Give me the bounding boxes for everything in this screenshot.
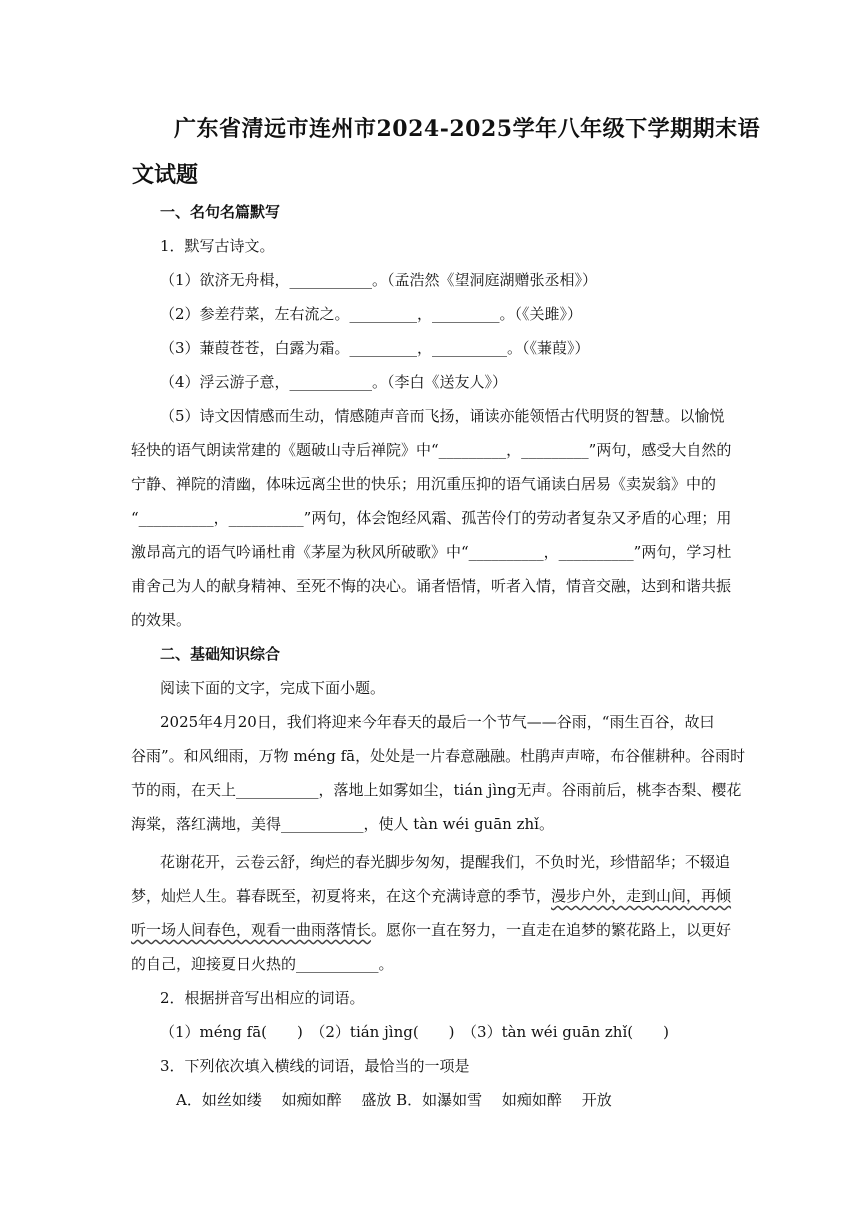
passage-line: 谷雨”。和风细雨，万物 méng fā，处处是一片春意融融。杜鹃声声啼，布谷催耕种。谷雨时 xyxy=(131,747,746,765)
question-3-stem: 3．下列依次填入横线的词语，最恰当的一项是 xyxy=(160,1057,470,1075)
passage-text: 。愿你一直在努力，一直走在追梦的繁花路上，以更好 xyxy=(371,921,732,939)
passage-line xyxy=(131,886,731,906)
passage-line: 节的雨，在天上___________，落地上如雾如尘，tián jìng无声。谷雨前后，桃李杏梨、樱花 xyxy=(131,781,742,799)
question-1-item-5-line: 激昂高亢的语气吟诵杜甫《茅屋为秋风所破歌》中“__________，__________”两句，学习杜 xyxy=(131,543,732,561)
document-title-line-2: 文试题 xyxy=(132,162,199,188)
question-1-item-5-line: 甫舍己为人的献身精神、至死不悔的决心。诵者悟情，听者入情，情音交融，达到和谐共振 xyxy=(131,577,732,595)
section-2-heading: 二、基础知识综合 xyxy=(160,645,281,663)
reading-instruction: 阅读下面的文字，完成下面小题。 xyxy=(160,679,386,697)
underlined-sentence: 听一场人间春色，观看一曲雨落情长 xyxy=(131,921,372,939)
passage-line: 海棠，落红满地，美得___________，使人 tàn wéi guān zhǐ。 xyxy=(131,815,554,833)
passage-line: 花谢花开，云卷云舒，绚烂的春光脚步匆匆，提醒我们，不负时光，珍惜韶华；不辍追 xyxy=(160,853,731,871)
section-1-heading: 一、名句名篇默写 xyxy=(160,203,281,221)
question-2-items: （1）méng fā( ) （2）tián jìng( ) （3）tàn wéi guān zhǐ( ) xyxy=(160,1023,669,1041)
passage-line: 的自己，迎接夏日火热的___________。 xyxy=(131,955,394,973)
question-3-options: A．如丝如缕 如痴如醉 盛放 B．如瀑如雪 如痴如醉 开放 xyxy=(176,1091,612,1109)
question-1-item-1: （1）欲济无舟楫，___________。（孟浩然《望洞庭湖赠张丞相》） xyxy=(160,271,598,289)
underlined-sentence: 漫步户外，走到山间，再倾 xyxy=(551,887,732,905)
question-1-stem: 1．默写古诗文。 xyxy=(160,237,275,255)
question-1-item-5-line: 的效果。 xyxy=(131,611,192,629)
passage-line: 2025年4月20日，我们将迎来今年春天的最后一个节气——谷雨，“雨生百谷，故曰 xyxy=(160,713,715,731)
question-1-item-5-line: “__________，__________”两句，体会饱经风霜、孤苦伶仃的劳动者复杂又矛盾的心理；用 xyxy=(131,509,732,527)
passage-text: 梦，灿烂人生。暮春既至，初夏将来，在这个充满诗意的季节， xyxy=(131,887,552,905)
question-1-item-5-line: 宁静、禅院的清幽，体味远离尘世的快乐；用沉重压抑的语气诵读白居易《卖炭翁》中的 xyxy=(131,475,717,493)
question-2-stem: 2．根据拼音写出相应的词语。 xyxy=(160,989,365,1007)
document-title-line-1: 广东省清远市连州市2024-2025学年八年级下学期期末语 xyxy=(174,116,761,142)
question-1-item-2: （2）参差荇菜，左右流之。_________，_________。（《关雎》） xyxy=(160,305,583,323)
passage-line xyxy=(131,920,731,940)
question-1-item-3: （3）蒹葭苍苍，白露为霜。_________，__________。（《蒹葭》） xyxy=(160,339,590,357)
question-1-item-5-line: （5）诗文因情感而生动，情感随声音而飞扬，诵读亦能领悟古代明贤的智慧。以愉悦 xyxy=(160,407,725,425)
question-1-item-5-line: 轻快的语气朗读常建的《题破山寺后禅院》中“_________，_________”两句，感受大自然的 xyxy=(131,441,732,459)
question-1-item-4: （4）浮云游子意，___________。（李白《送友人》） xyxy=(160,373,508,391)
